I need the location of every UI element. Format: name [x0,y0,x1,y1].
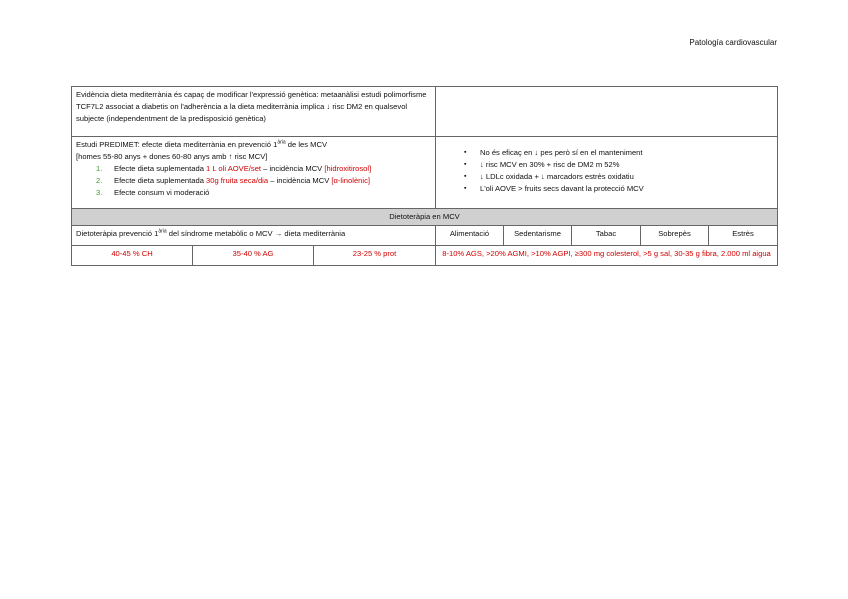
section-title: Dietoteràpia en MCV [72,209,778,226]
row-section-title [72,209,778,226]
col-alimentacio: Alimentació [436,226,504,246]
col-sobrepes: Sobrepès [641,226,709,246]
value-detail: 8-10% AGS, >20% AGMI, >10% AGPI, ≥300 mg colesterol, >5 g sal, 30-35 g fibra, 2.000 ml aigua [436,246,778,266]
value-prot: 23-25 % prot [314,246,436,266]
list-item: ▪ L'oli AOVE > fruits secs davant la protecció MCV [470,183,773,195]
value-ch: 40-45 % CH [72,246,193,266]
list-item: 2. Efecte dieta suplementada 30g fruita seca/dia – incidència MCV [α-linolènic] [96,176,370,185]
subheader-left: Dietoteràpia prevenció $1^{ària}$ del síndrome metabòlic o MCV → dieta mediterrània [72,226,436,246]
col-tabac: Tabac [572,226,641,246]
col-estres: Estrès [709,226,778,246]
row-subheader [72,226,778,246]
list-item: ▪ No és eficaç en ↓ pes però sí en el manteniment [470,147,773,159]
list-item: ▪ ↓ risc MCV en 30% + risc de DM2 m 52% [470,159,773,171]
list-item: ▪ ↓ LDLc oxidada + ↓ marcadors estrès oxidatiu [470,171,773,183]
evidence-cell: Evidència dieta mediterrània és capaç de modificar l'expressió genètica: metaanàlisi estudi polimorfisme TCF7L2 associat a diabetis on l'adherència a la dieta mediterrània implica ↓ risc DM2 en qualsevol subjecte (independentment de la predisposició genètica) [72,87,436,137]
predimet-cell [72,137,436,209]
predimet-title: Estudi PREDIMET: efecte dieta mediterrània en prevenció $1^{ària}$ de les MCV [76,139,328,149]
value-ag: 35-40 % AG [193,246,314,266]
col-sedentarisme: Sedentarisme [504,226,572,246]
predimet-list [76,163,431,199]
evidence-empty-cell [436,87,778,137]
content-table [71,86,778,266]
row-values [72,246,778,266]
list-item: 3. Efecte consum vi moderació [96,188,210,197]
list-item: 1. Efecte dieta suplementada 1 L oli AOVE/set – incidència MCV [hidroxitirosol] [96,164,372,173]
row-predimet [72,137,778,209]
predimet-subtitle: [homes 55-80 anys + dones 60-80 anys amb ↑ risc MCV] [76,152,268,161]
row-evidence [72,87,778,137]
predimet-results-cell [436,137,778,209]
page-header-title: Patología cardiovascular [689,38,777,47]
results-list [440,147,773,195]
